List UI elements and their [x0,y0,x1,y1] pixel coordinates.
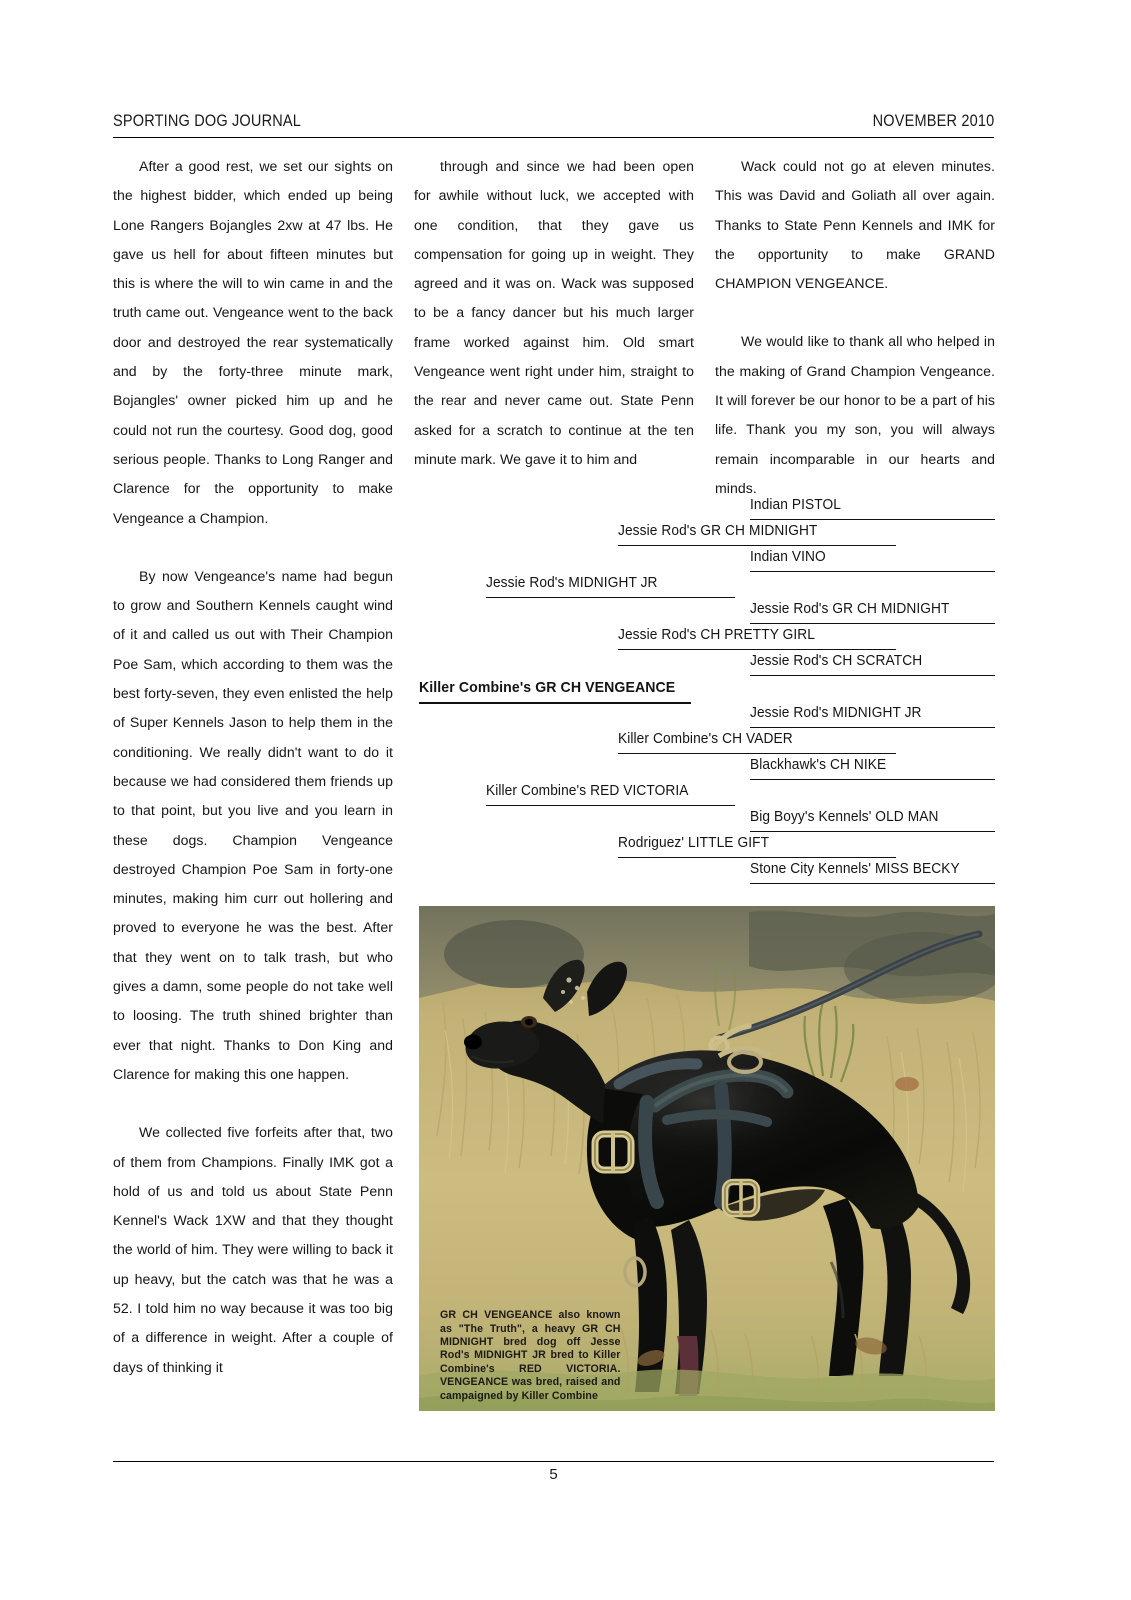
pedigree-rule [750,883,995,884]
text-column-2 [414,152,694,474]
pedigree-rule [750,779,995,780]
header-rule [113,137,994,138]
pedigree-dam-dam-sire [750,809,938,828]
pedigree-name: Jessie Rod's CH SCRATCH [750,653,923,669]
pedigree-rule [750,831,995,832]
pedigree-rule [750,519,995,520]
paragraph: Wack could not go at eleven minutes. This was David and Goliath all over again. Thanks to State Penn Kennels and IMK for the opportunity to make GRAND CHAMPION VENGEANCE. [715,158,995,292]
pedigree-name: Jessie Rod's GR CH MIDNIGHT [618,523,818,539]
pedigree-dam-dam-dam [750,861,960,880]
running-head [113,112,887,131]
paragraph: We would like to thank all who helped in the making of Grand Champion Vengeance. It will forever be our honor to be a part of his life. Thank you my son, you will always remain incomparable in our hearts and minds. [715,333,995,496]
pedigree-name: Big Boyy's Kennels' OLD MAN [750,809,939,825]
pedigree-sire-dam [618,627,815,646]
dog-photograph [419,906,995,1411]
pedigree-dam-sire [618,731,793,750]
paragraph: We collected five forfeits after that, two of them from Champions. Finally IMK got a hold of us and told us about State Penn Kennel's Wack 1XW and that they thought the world of him. They were willing to back it up heavy, but the catch was that he was a 52. I told him no way because it was too big of a difference in weight. After a couple of days of thinking it [113,1124,393,1375]
pedigree-rule [486,597,735,598]
paragraph: through and since we had been open for awhile without luck, we accepted with one condition, that they gave us compensation for going up in weight. They agreed and it was on. Wack was supposed to be a fancy dancer but his much larger frame worked against him. Old smart Vengeance went right under him, straight to the rear and never came out. State Penn asked for a scratch to continue at the ten minute mark. We gave it to him and [414,158,694,467]
paragraph: By now Vengeance's name had begun to grow and Southern Kennels caught wind of it and called us out with Their Champion Poe Sam, which according to them was the best forty-seven, they even enlisted the help of Super Kennels Jason to help them in the conditioning. We really didn't want to do it because we had considered them friends up to that point, but you live and you learn in these dogs. Champion Vengeance destroyed Champion Poe Sam in forty-one minutes, making him curr out hollering and proved to everyone he was the best. After that they went on to talk trash, but who gives a damn, some people do not take well to loosing. The truth shined brighter than ever that night. Thanks to Don King and Clarence for making this one happen. [113,567,393,1082]
pedigree-name: Stone City Kennels' MISS BECKY [750,861,960,877]
page-number: 5 [549,1466,558,1483]
pedigree-dam [486,783,689,802]
running-head-issue-wrap [872,112,994,131]
pedigree-sire-dam-sire [750,601,950,620]
pedigree-name: Indian VINO [750,549,826,565]
pedigree-rule [618,545,896,546]
pedigree-sire-sire-dam [750,549,826,568]
issue-date: NOVEMBER 2010 [872,112,994,130]
pedigree-name: Jessie Rod's MIDNIGHT JR [750,705,922,721]
paragraph: After a good rest, we set our sights on the highest bidder, which ended up being Lone Rangers Bojangles 2xw at 47 lbs. He gave us hell for about fifteen minutes but this is where the will to win came in and the truth came out. Vengeance went to the back door and destroyed the rear systematically and by the forty-three minute mark, Bojangles' owner picked him up and he could not run the courtesy. Good dog, good serious people. Thanks to Long Ranger and Clarence for the opportunity to make Vengeance a Champion. [113,158,393,526]
pedigree-name: Blackhawk's CH NIKE [750,757,887,773]
pedigree-rule [618,649,896,650]
pedigree-chart [419,494,995,894]
pedigree-rule [750,571,995,572]
publication-title: SPORTING DOG JOURNAL [113,112,302,130]
pedigree-sire-sire [618,523,818,542]
pedigree-rule [750,675,995,676]
pedigree-name: Indian PISTOL [750,497,841,513]
pedigree-rule [618,857,896,858]
pedigree-rule [486,805,735,806]
pedigree-dam-dam [618,835,769,854]
pedigree-dam-sire-sire [750,705,922,724]
pedigree-rule [618,753,896,754]
pedigree-name: Jessie Rod's CH PRETTY GIRL [618,627,816,643]
pedigree-dam-sire-dam [750,757,886,776]
pedigree-name: Rodriguez' LITTLE GIFT [618,835,770,851]
pedigree-subject [419,679,675,699]
footer-rule [113,1461,994,1462]
pedigree-rule [419,702,691,704]
pedigree-name: Killer Combine's RED VICTORIA [486,783,689,799]
pedigree-name: Jessie Rod's GR CH MIDNIGHT [750,601,950,617]
pedigree-name: Killer Combine's CH VADER [618,731,793,747]
text-column-1 [113,152,393,1382]
pedigree-sire [486,575,658,594]
text-column-3 [715,152,995,503]
pedigree-sire-sire-sire [750,497,841,516]
pedigree-rule [750,623,995,624]
pedigree-name: Killer Combine's GR CH VENGEANCE [419,679,676,696]
pedigree-name: Jessie Rod's MIDNIGHT JR [486,575,658,591]
pedigree-rule [750,727,995,728]
pedigree-sire-dam-dam [750,653,922,672]
photo-caption: GR CH VENGEANCE also known as "The Truth", a heavy GR CH MIDNIGHT bred dog off Jesse Rod's MIDNIGHT JR bred to Killer Combine's RED VICTORIA. VENGEANCE was bred, raised and campaigned by Killer Combine [440,1309,621,1402]
